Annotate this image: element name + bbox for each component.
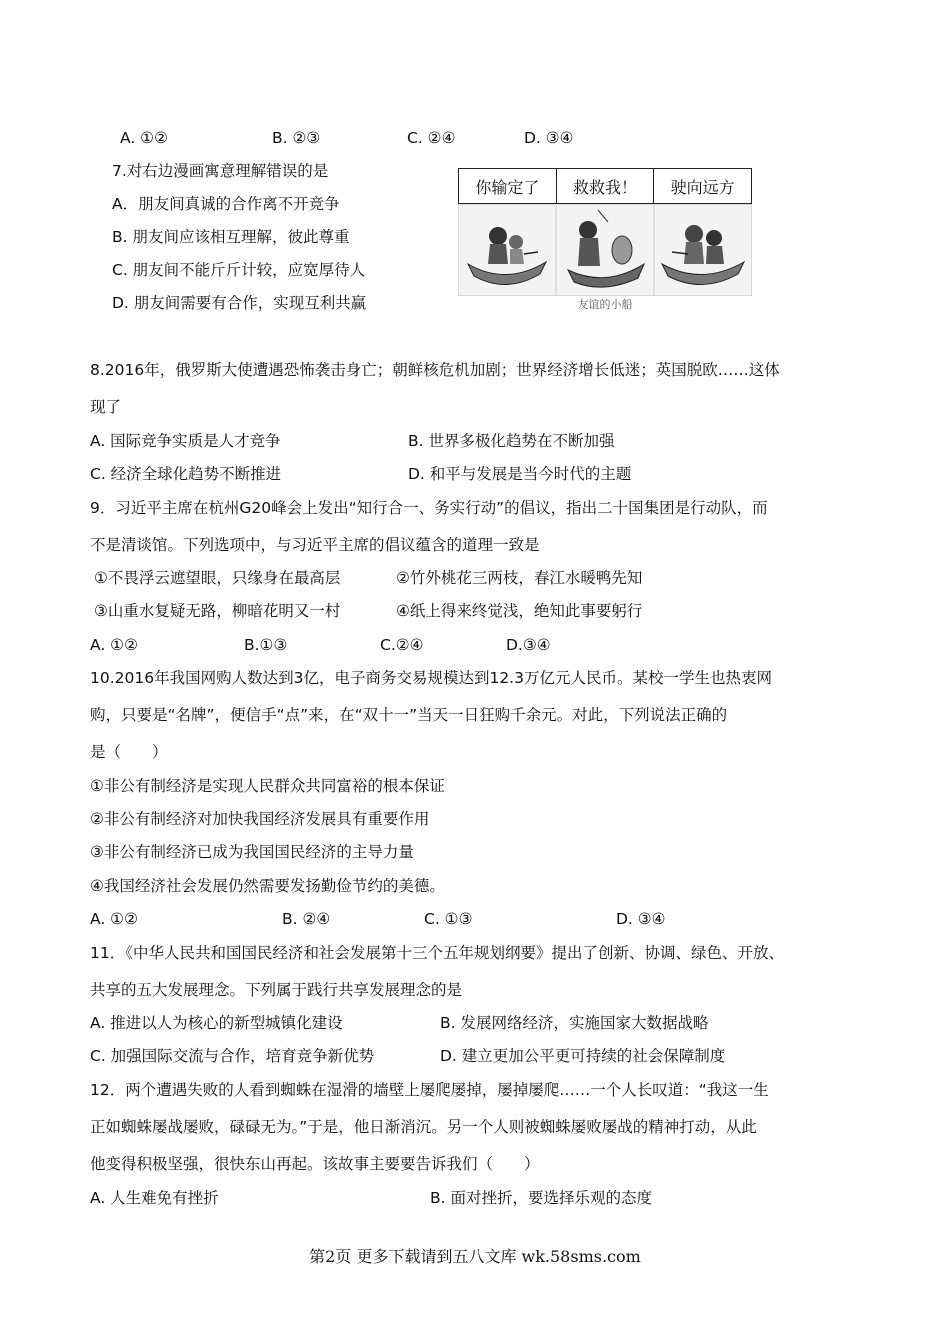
q10-option-d: D. ③④ — [616, 910, 666, 928]
q7-option-a: A．朋友间真诚的合作离不开竞争 — [112, 195, 340, 213]
cartoon-caption-2: 救救我！ — [556, 168, 654, 204]
q9-statement-4: ④纸上得来终觉浅，绝知此事要躬行 — [396, 602, 643, 620]
q10-statement-2: ②非公有制经济对加快我国经济发展具有重要作用 — [90, 810, 430, 828]
q9-statement-1: ①不畏浮云遮望眼，只缘身在最高层 — [94, 569, 341, 587]
q8-option-a: A. 国际竞争实质是人才竞争 — [90, 432, 281, 450]
q7-option-d: D. 朋友间需要有合作，实现互利共赢 — [112, 294, 367, 312]
q9-option-a: A. ①② — [90, 636, 138, 654]
q8-option-d: D. 和平与发展是当今时代的主题 — [408, 465, 632, 483]
q9-line-1: 9．习近平主席在杭州G20峰会上发出“知行合一、务实行动”的倡议，指出二十国集团是行动队，而 — [90, 499, 768, 517]
q10-line-1: 10.2016年我国网购人数达到3亿，电子商务交易规模达到12.3万亿元人民币。某校一学生也热衷网 — [90, 669, 772, 687]
q6-option-c: C. ②④ — [407, 129, 456, 147]
q10-option-b: B. ②④ — [282, 910, 331, 928]
q10-line-2: 购，只要是“名牌”，便信手“点”来，在“双十一”当天一日狂购千余元。对此，下列说法正确的 — [90, 706, 728, 724]
q11-line-1: 11．《中华人民共和国国民经济和社会发展第十三个五年规划纲要》提出了创新、协调、绿色、开放、 — [90, 944, 784, 962]
q7-option-c: C. 朋友间不能斤斤计较，应宽厚待人 — [112, 261, 366, 279]
q11-option-a: A. 推进以人为核心的新型城镇化建设 — [90, 1014, 343, 1032]
q12-line-3: 他变得积极坚强，很快东山再起。该故事主要要告诉我们（ ） — [90, 1155, 540, 1173]
cartoon-captions — [458, 168, 752, 204]
q9-option-d: D.③④ — [506, 636, 551, 654]
q6-option-b: B. ②③ — [272, 129, 321, 147]
q11-option-d: D. 建立更加公平更可持续的社会保障制度 — [440, 1047, 726, 1065]
q9-option-b: B.①③ — [244, 636, 288, 654]
q6-option-a: A. ①② — [120, 129, 168, 147]
q12-line-2: 正如蜘蛛屡战屡败，碌碌无为。”于是，他日渐消沉。另一个人则被蜘蛛屡败屡战的精神打动，从此 — [90, 1118, 757, 1136]
q6-option-d: D. ③④ — [524, 129, 574, 147]
friendship-boat-cartoon — [458, 168, 752, 318]
cartoon-caption-1: 你输定了 — [458, 168, 556, 204]
q10-option-c: C. ①③ — [424, 910, 473, 928]
q7-stem: 7.对右边漫画寓意理解错误的是 — [112, 162, 329, 180]
q10-statement-1: ①非公有制经济是实现人民群众共同富裕的根本保证 — [90, 777, 445, 795]
q10-option-a: A. ①② — [90, 910, 138, 928]
q9-statement-2: ②竹外桃花三两枝，春江水暖鸭先知 — [396, 569, 643, 587]
cartoon-caption-3: 驶向远方 — [653, 168, 752, 204]
q11-line-2: 共享的五大发展理念。下列属于践行共享发展理念的是 — [90, 981, 463, 999]
q10-statement-4: ④我国经济社会发展仍然需要发扬勤俭节约的美德。 — [90, 877, 445, 895]
q12-option-b: B. 面对挫折，要选择乐观的态度 — [430, 1189, 652, 1207]
q7-option-b: B. 朋友间应该相互理解，彼此尊重 — [112, 228, 350, 246]
q12-option-a: A. 人生难免有挫折 — [90, 1189, 219, 1207]
q8-option-b: B. 世界多极化趋势在不断加强 — [408, 432, 615, 450]
q9-statement-3: ③山重水复疑无路，柳暗花明又一村 — [94, 602, 341, 620]
q12-line-1: 12．两个遭遇失败的人看到蜘蛛在湿滑的墙壁上屡爬屡掉，屡掉屡爬……一个人长叹道：“我这一生 — [90, 1081, 769, 1099]
page-footer: 第2页 更多下载请到五八文库 wk.58sms.com — [309, 1247, 641, 1266]
q11-option-c: C. 加强国际交流与合作，培育竞争新优势 — [90, 1047, 375, 1065]
q9-option-c: C.②④ — [380, 636, 424, 654]
cartoon-title: 友谊的小船 — [577, 298, 633, 311]
q9-line-2: 不是清谈馆。下列选项中，与习近平主席的倡议蕴含的道理一致是 — [90, 536, 540, 554]
q10-line-3: 是（ ） — [90, 743, 168, 761]
q11-option-b: B. 发展网络经济，实施国家大数据战略 — [440, 1014, 709, 1032]
q8-option-c: C. 经济全球化趋势不断推进 — [90, 465, 282, 483]
q8-line-2: 现了 — [90, 398, 122, 416]
q8-line-1: 8.2016年，俄罗斯大使遭遇恐怖袭击身亡；朝鲜核危机加剧；世界经济增长低迷；英国脱欧……这体 — [90, 361, 780, 379]
cartoon-panels — [458, 204, 752, 296]
q10-statement-3: ③非公有制经济已成为我国国民经济的主导力量 — [90, 843, 414, 861]
